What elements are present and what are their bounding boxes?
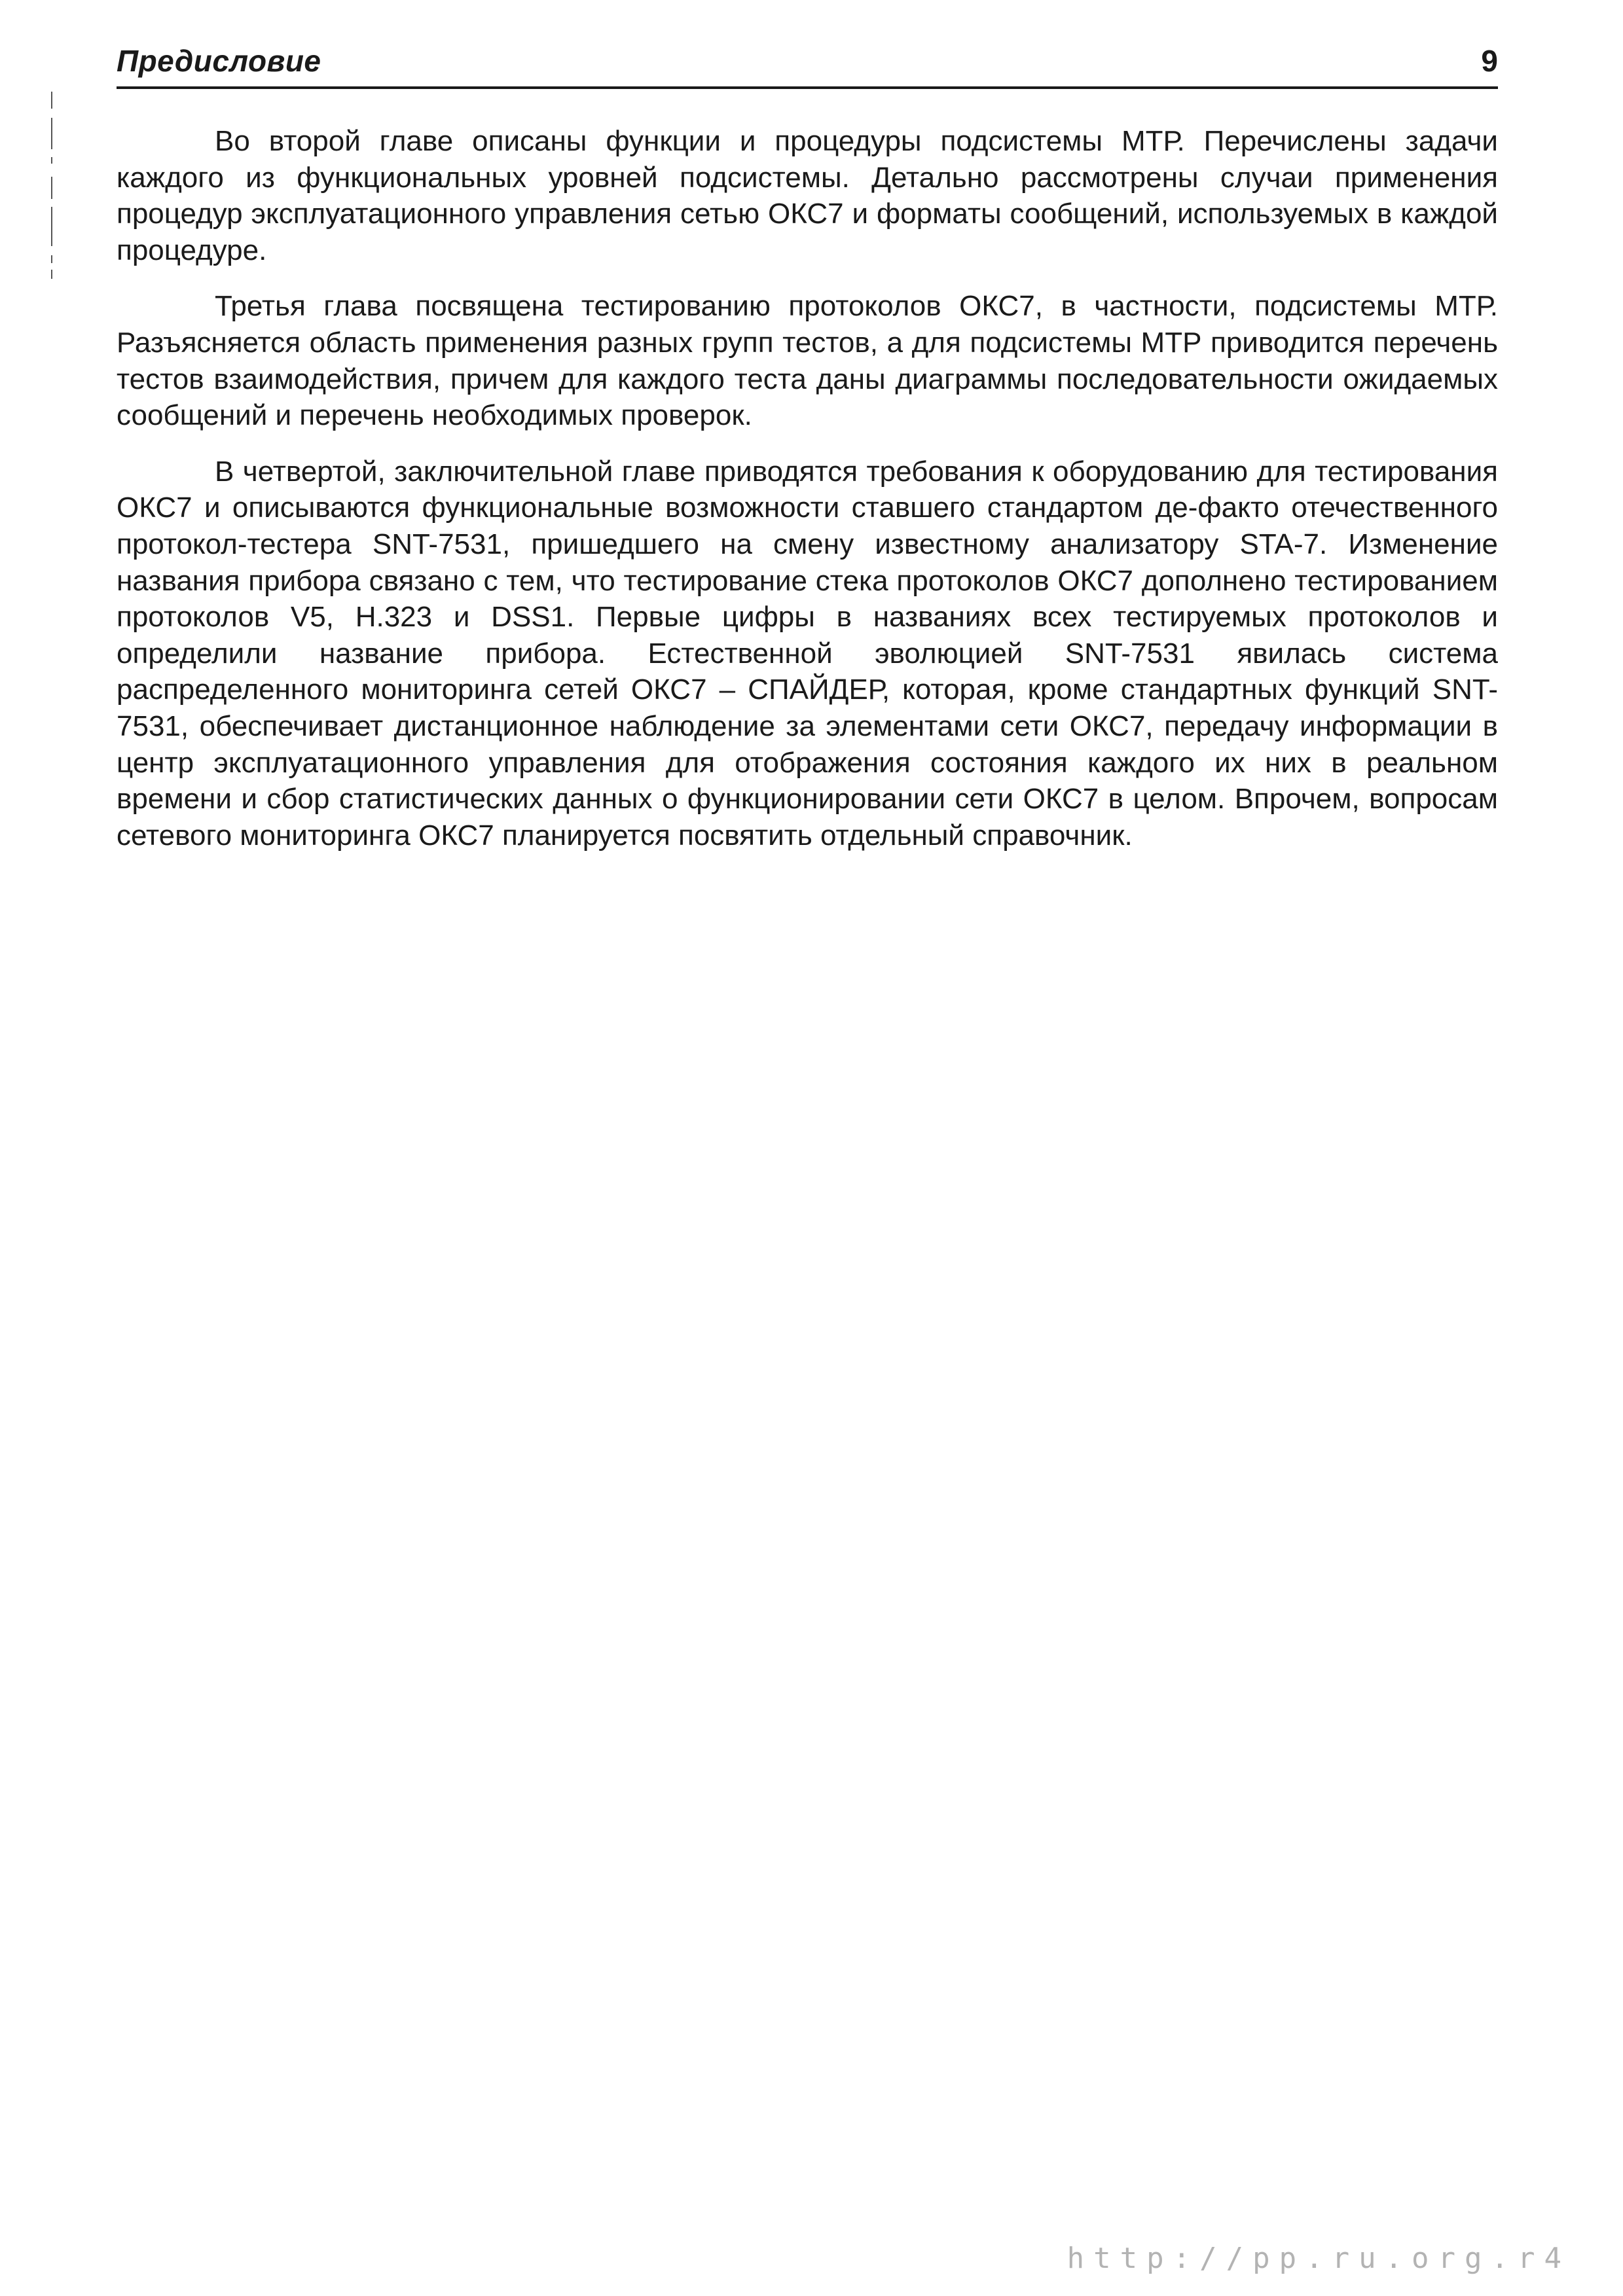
page-number: 9 [1481, 44, 1498, 78]
body-text [117, 123, 1498, 873]
paragraph-chapter-4: В четвертой, заключительной главе приводятся требования к оборудованию для тестирования ОКС7 и описываются функциональные возможности ставшего стандартом де-факто отечественного протокол-тестера SNT-7531, пришедшего на смену известному анализатору STA-7. Изменение названия прибора связано с тем, что тестирование стека протоколов ОКС7 дополнено тестированием протоколов V5, H.323 и DSS1. Первые цифры в названиях всех тестируемых протоколов и определили название прибора. Естественной эволюцией SNT-7531 явилась система распределенного мониторинга сетей ОКС7 – СПАЙДЕР, которая, кроме стандартных функций SNT-7531, обеспечивает дистанционное наблюдение за элементами сети ОКС7, передачу информации в центр эксплуатационного управления для отображения состояния каждого их них в реальном времени и сбор статистических данных о функционировании сети ОКС7 в целом. Впрочем, вопросам сетевого мониторинга ОКС7 планируется посвятить отдельный справочник. [117, 455, 1498, 852]
scan-margin-marks [48, 92, 55, 281]
running-header [117, 41, 1498, 89]
footer-watermark: http://pp.ru.org.r4 [1067, 2242, 1571, 2275]
paragraph-chapter-2: Во второй главе описаны функции и процедуры подсистемы МТР. Перечислены задачи каждого из функциональных уровней подсистемы. Детально рассмотрены случаи применения процедур эксплуатационного управления сетью ОКС7 и форматы сообщений, используемых в каждой процедуре. [117, 125, 1498, 266]
paragraph-chapter-3: Третья глава посвящена тестированию протоколов ОКС7, в частности, подсистемы МТР. Разъясняется область применения разных групп тестов, а для подсистемы МТР приводится перечень тестов взаимодействия, причем для каждого теста даны диаграммы последовательности ожидаемых сообщений и перечень необходимых проверок. [117, 290, 1498, 432]
section-title: Предисловие [117, 44, 321, 78]
